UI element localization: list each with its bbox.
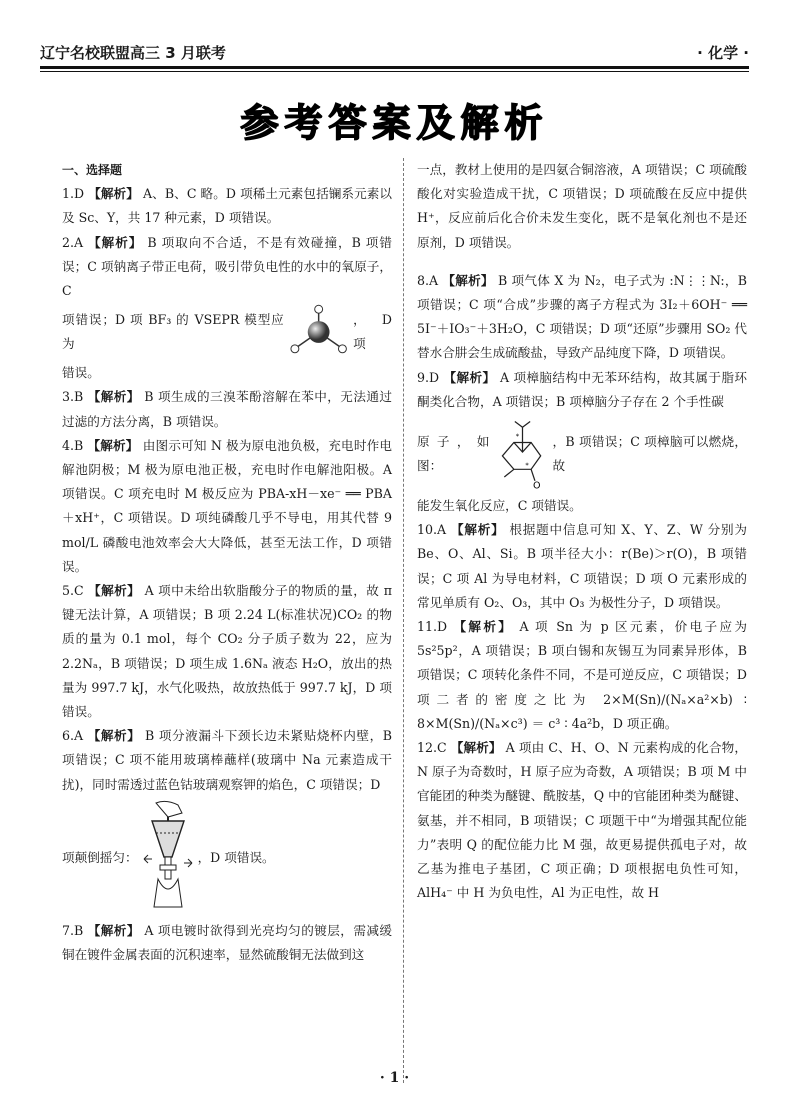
header-rule-thin (40, 71, 749, 72)
analysis-tag: 【解析】 (450, 740, 502, 756)
answer-number: 3.B (62, 389, 84, 405)
camphor-line (417, 414, 747, 494)
answer-number: 1.D (62, 186, 85, 202)
answer-number: 7.B (62, 922, 84, 938)
analysis-tag: 【解析】 (453, 619, 514, 635)
answer-number: 11.D (417, 619, 448, 635)
answer-5 (62, 579, 392, 724)
answer-number: 9.D (417, 369, 440, 385)
camphor-structure-figure (489, 416, 552, 492)
analysis-tag: 【解析】 (87, 728, 141, 744)
exam-name: 辽宁名校联盟高三 3 月联考 (40, 44, 226, 62)
analysis-tag: 【解析】 (87, 922, 140, 938)
answer-text: 项错误；D 项 BF₃ 的 VSEPR 模型应为 (62, 312, 284, 352)
bf3-vsepr-model-figure (284, 304, 353, 360)
answer-text: 原子，如图： (417, 433, 490, 474)
analysis-tag: 【解析】 (450, 522, 505, 538)
answer-8 (417, 269, 747, 366)
answer-text: A 项 Sn 为 p 区元素，价电子应为 5s²5p²，A 项错误；B 项白锡和灰锡互为同素异形体，B 项错误；C 项转化条件不同，不是可逆反应，C 项错误；D 项二者的密度之比为 2×M(Sn)/(Nₐ×a²×b) ∶ 8×M(Sn)/(Nₐ×c³) ＝ c³ ∶ 4a²b，D 项正确。 (417, 619, 747, 731)
answer-text: ，B 项错误；C 项樟脑可以燃烧，故 (552, 433, 747, 474)
answer-text: 能发生氧化反应，C 项错误。 (417, 498, 582, 514)
page-number: · 1 · (379, 1070, 410, 1086)
answer-number: 4.B (62, 437, 84, 453)
answer-number: 5.C (62, 583, 84, 599)
answer-text: 错误。 (62, 365, 100, 381)
analysis-tag: 【解析】 (87, 389, 140, 405)
answer-text: A、B、C 略。D 项稀土元素包括镧系元素以及 Sc、Y，共 17 种元素，D 项错误。 (62, 186, 393, 226)
header-rule (40, 66, 749, 69)
page-header (40, 38, 749, 62)
answer-number: 6.A (62, 728, 84, 744)
answer-2 (62, 231, 392, 386)
right-column (417, 158, 747, 905)
answer-text: A 项由 C、H、O、N 元素构成的化合物，N 原子为奇数时，H 原子应为奇数，A 项错误；B 项 M 中官能团的种类为醚键、酰胺基，Q 中的官能团种类为醚键、氨基，并不相同，B 项错误；C 项题干中“为增强其配位能力”表明 Q 的配位能力比 M 强，故更易提供孤电子对，故乙基为推电子基团，C 项正确；D 项根据电负性可知，AlH₄⁻ 中 H 为负电性，Al 为正电性，故 H (417, 740, 747, 901)
answer-number: 8.A (417, 272, 439, 288)
answer-text: A 项电镀时欲得到光亮均匀的镀层，需减缓铜在镀件金属表面的沉积速率，显然硫酸铜无法做到这 (62, 922, 393, 963)
analysis-tag: 【解析】 (88, 234, 143, 250)
answer-7 (62, 919, 392, 967)
separatory-funnel-figure (138, 799, 198, 917)
answer-text: ，D 项 (353, 312, 392, 352)
answer-6 (62, 724, 392, 919)
analysis-tag: 【解析】 (88, 186, 139, 202)
answer-12 (417, 736, 747, 905)
analysis-tag: 【解析】 (87, 437, 139, 453)
page-title: 参考答案及解析 (240, 101, 549, 145)
answer-1 (62, 182, 392, 230)
funnel-line (62, 797, 392, 919)
subject-label: · 化学 · (697, 44, 749, 62)
answer-number: 10.A (417, 522, 447, 538)
answer-4 (62, 434, 392, 579)
answer-text: A 项樟脑结构中无苯环结构，故其属于脂环酮类化合物，A 项错误；B 项樟脑分子存在 2 个手性碳 (417, 369, 747, 409)
analysis-tag: 【解析】 (443, 369, 496, 385)
answer-text: B 项生成的三溴苯酚溶解在苯中，无法通过过滤的方法分离，B 项错误。 (62, 389, 392, 429)
answer-text: B 项分液漏斗下颈长边未紧贴烧杯内壁，B 项错误；C 项不能用玻璃棒蘸样(玻璃中 Na 元素造成干扰)，同时需透过蓝色钴玻璃观察钾的焰色，C 项错误；D (62, 728, 393, 792)
analysis-tag: 【解析】 (88, 583, 141, 599)
answer-text: ，D 项错误。 (197, 849, 275, 865)
svg-text:*: * (525, 461, 530, 470)
analysis-tag: 【解析】 (442, 272, 494, 288)
svg-text:*: * (516, 432, 520, 441)
answer-7-continued: 一点，教材上使用的是四氨合铜溶液，A 项错误；C 项硫酸酸化对实验造成干扰，C 项错误；D 项硫酸在反应中提供 H⁺，反应前后化合价未发生变化，既不是氧化剂也不是还原剂，D 项错误。 (417, 162, 747, 250)
bf3-line (62, 303, 392, 361)
answer-3 (62, 385, 392, 433)
answer-text: 由图示可知 N 极为原电池负极，充电时作电解池阴极；M 极为原电池正极，充电时作电解池阳极。A 项错误。C 项充电时 M 极反应为 PBA-xH－xe⁻ ══ PBA＋xH⁺，C 项错误。D 项纯磷酸几乎不导电，用其代替 9 mol/L 磷酸电池效率会大大降低，甚至无法工作，D 项错误。 (62, 437, 392, 574)
answer-10 (417, 518, 747, 615)
answer-number: 12.C (417, 740, 447, 756)
answer-text: A 项中未给出软脂酸分子的物质的量，故 π 键无法计算，A 项错误；B 项 2.24 L(标准状况)CO₂ 的物质的量为 0.1 mol，每个 CO₂ 分子质子数为 22，应为 2.2Nₐ，B 项错误；D 项生成 1.6Nₐ 液态 H₂O，放出的热量为 997.7 kJ，水气化吸热，故放热低于 997.7 kJ，D 项错误。 (62, 583, 392, 720)
answer-text: 项颠倒摇匀： (62, 849, 138, 865)
answer-11 (417, 615, 747, 736)
answer-number: 2.A (62, 234, 84, 250)
svg-text:O: O (533, 480, 541, 492)
left-column (62, 158, 392, 967)
answer-text: B 项取向不合适，不是有效碰撞，B 项错误；C 项钠离子带正电荷，吸引带负电性的水中的氧原子，C (62, 234, 392, 299)
answer-text: B 项气体 X 为 N₂，电子式为 :N⋮⋮N:，B 项错误；C 项“合成”步骤的离子方程式为 3I₂＋6OH⁻ ══ 5I⁻＋IO₃⁻＋3H₂O，C 项错误；D 项“还原”步骤用 SO₂ 代替水合肼会生成硫酸盐，导致产品纯度下降，D 项错误。 (417, 272, 748, 361)
section-heading: 一、选择题 (62, 163, 123, 177)
answer-text: 根据题中信息可知 X、Y、Z、W 分别为 Be、O、Al、Si。B 项半径大小：r(Be)＞r(O)，B 项错误；C 项 Al 为导电材料，C 项错误；D 项 O 元素形成的常见单质有 O₂、O₃，其中 O₃ 为极性分子，D 项错误。 (417, 522, 748, 610)
column-divider (403, 158, 404, 1083)
answer-9 (417, 366, 747, 519)
